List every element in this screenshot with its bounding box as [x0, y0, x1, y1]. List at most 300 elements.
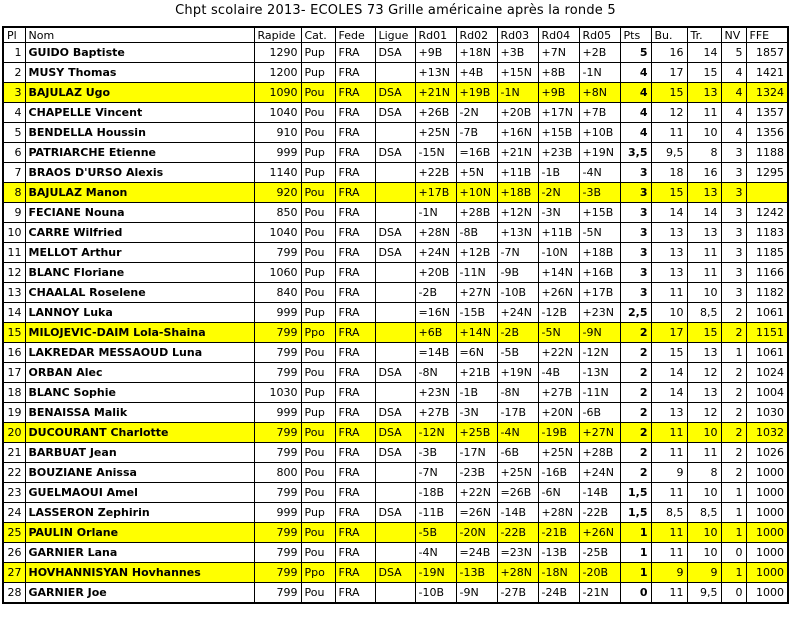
- cell-ffe: 1295: [746, 163, 788, 183]
- cell-rapide: 1030: [254, 383, 301, 403]
- cell-nom: BLANC Floriane: [25, 263, 254, 283]
- cell-rd5: -9N: [579, 323, 620, 343]
- cell-tr: 11: [687, 263, 721, 283]
- cell-fede: FRA: [335, 143, 375, 163]
- column-header-bu: Bu.: [651, 27, 687, 43]
- cell-ffe: 1182: [746, 283, 788, 303]
- cell-ligue: DSA: [375, 103, 415, 123]
- cell-rd4: -13B: [538, 543, 579, 563]
- column-header-rd5: Rd05: [579, 27, 620, 43]
- cell-rd3: -10B: [497, 283, 538, 303]
- cell-fede: FRA: [335, 323, 375, 343]
- cell-cat: Pou: [301, 523, 335, 543]
- cell-rd3: +12N: [497, 203, 538, 223]
- cell-rapide: 799: [254, 323, 301, 343]
- cell-rd3: -14B: [497, 503, 538, 523]
- cell-rd3: -4N: [497, 423, 538, 443]
- cell-cat: Ppo: [301, 563, 335, 583]
- cell-fede: FRA: [335, 223, 375, 243]
- cell-pl: 3: [3, 83, 25, 103]
- cell-rd1: +6B: [415, 323, 456, 343]
- cell-rd3: +25N: [497, 463, 538, 483]
- cell-rd1: -8N: [415, 363, 456, 383]
- column-header-rd4: Rd04: [538, 27, 579, 43]
- cell-cat: Pou: [301, 443, 335, 463]
- cell-rd4: -3N: [538, 203, 579, 223]
- cell-pts: 1,5: [620, 483, 651, 503]
- cell-pts: 3: [620, 243, 651, 263]
- cell-rd5: -11N: [579, 383, 620, 403]
- cell-pts: 4: [620, 63, 651, 83]
- cell-cat: Pou: [301, 483, 335, 503]
- cell-cat: Pou: [301, 243, 335, 263]
- cell-cat: Pou: [301, 83, 335, 103]
- cell-rd5: +26N: [579, 523, 620, 543]
- cell-rapide: 799: [254, 563, 301, 583]
- cell-rd3: -27B: [497, 583, 538, 604]
- cell-pl: 1: [3, 43, 25, 63]
- cell-rd1: -5B: [415, 523, 456, 543]
- cell-cat: Pou: [301, 463, 335, 483]
- cell-pts: 2: [620, 363, 651, 383]
- cell-tr: 12: [687, 403, 721, 423]
- cell-rd4: -1B: [538, 163, 579, 183]
- cell-rd2: =6N: [456, 343, 497, 363]
- cell-pl: 17: [3, 363, 25, 383]
- cell-ffe: 1185: [746, 243, 788, 263]
- cell-rd5: -13N: [579, 363, 620, 383]
- cell-nv: 3: [721, 263, 746, 283]
- cell-nom: LAKREDAR MESSAOUD Luna: [25, 343, 254, 363]
- cell-rapide: 799: [254, 483, 301, 503]
- cell-fede: FRA: [335, 123, 375, 143]
- cell-rd4: +22N: [538, 343, 579, 363]
- cell-nv: 0: [721, 583, 746, 604]
- cell-bu: 12: [651, 103, 687, 123]
- cell-rd3: -1N: [497, 83, 538, 103]
- cell-rd1: -3B: [415, 443, 456, 463]
- cell-nv: 2: [721, 363, 746, 383]
- cell-rd1: +9B: [415, 43, 456, 63]
- cell-ffe: 1000: [746, 563, 788, 583]
- cell-cat: Pou: [301, 583, 335, 604]
- header-row: [3, 27, 788, 43]
- cell-ffe: 1857: [746, 43, 788, 63]
- cell-tr: 9: [687, 563, 721, 583]
- cell-nv: 1: [721, 523, 746, 543]
- cell-ffe: 1030: [746, 403, 788, 423]
- cell-rd3: =26B: [497, 483, 538, 503]
- cell-pl: 18: [3, 383, 25, 403]
- cell-nv: 2: [721, 463, 746, 483]
- cell-nom: LANNOY Luka: [25, 303, 254, 323]
- cell-ligue: [375, 203, 415, 223]
- cell-rd5: -6B: [579, 403, 620, 423]
- cell-rd4: +25N: [538, 443, 579, 463]
- cell-ligue: [375, 343, 415, 363]
- cell-rd2: -1B: [456, 383, 497, 403]
- cell-pl: 12: [3, 263, 25, 283]
- cell-rd4: +9B: [538, 83, 579, 103]
- cell-rd2: +27N: [456, 283, 497, 303]
- table-row: [3, 63, 788, 83]
- cell-pl: 2: [3, 63, 25, 83]
- cell-tr: 10: [687, 123, 721, 143]
- cell-ffe: 1324: [746, 83, 788, 103]
- column-header-fede: Fede: [335, 27, 375, 43]
- cell-ffe: 1000: [746, 523, 788, 543]
- table-row: [3, 403, 788, 423]
- cell-rd5: -1N: [579, 63, 620, 83]
- cell-cat: Pup: [301, 143, 335, 163]
- cell-tr: 11: [687, 103, 721, 123]
- cell-fede: FRA: [335, 363, 375, 383]
- cell-rd4: -4B: [538, 363, 579, 383]
- cell-rd4: -2N: [538, 183, 579, 203]
- cell-ligue: DSA: [375, 223, 415, 243]
- cell-tr: 15: [687, 63, 721, 83]
- cell-pts: 5: [620, 43, 651, 63]
- cell-ligue: [375, 283, 415, 303]
- table-row: [3, 503, 788, 523]
- cell-nom: GUIDO Baptiste: [25, 43, 254, 63]
- column-header-nom: Nom: [25, 27, 254, 43]
- cell-rd3: +3B: [497, 43, 538, 63]
- cell-rd5: +17B: [579, 283, 620, 303]
- cell-tr: 16: [687, 163, 721, 183]
- cell-pts: 3: [620, 223, 651, 243]
- cell-bu: 14: [651, 383, 687, 403]
- cell-nom: CHAPELLE Vincent: [25, 103, 254, 123]
- cell-nom: BRAOS D'URSO Alexis: [25, 163, 254, 183]
- cell-pts: 3: [620, 163, 651, 183]
- cell-rd2: -2N: [456, 103, 497, 123]
- cell-rapide: 1040: [254, 103, 301, 123]
- cell-rd5: +28B: [579, 443, 620, 463]
- cell-nom: BAJULAZ Ugo: [25, 83, 254, 103]
- cell-rd2: +12B: [456, 243, 497, 263]
- table-row: [3, 323, 788, 343]
- cell-rapide: 1060: [254, 263, 301, 283]
- cell-tr: 14: [687, 43, 721, 63]
- cell-nv: 2: [721, 403, 746, 423]
- cell-ffe: 1356: [746, 123, 788, 143]
- cell-rd4: -12B: [538, 303, 579, 323]
- cell-rapide: 1090: [254, 83, 301, 103]
- cell-tr: 14: [687, 203, 721, 223]
- cell-ligue: DSA: [375, 563, 415, 583]
- cell-rapide: 920: [254, 183, 301, 203]
- cell-rd1: +28N: [415, 223, 456, 243]
- cell-ffe: 1000: [746, 583, 788, 604]
- cell-tr: 8: [687, 143, 721, 163]
- cell-ligue: DSA: [375, 443, 415, 463]
- cell-bu: 9,5: [651, 143, 687, 163]
- cell-bu: 13: [651, 403, 687, 423]
- cell-nv: 4: [721, 63, 746, 83]
- column-header-pl: Pl: [3, 27, 25, 43]
- cell-tr: 13: [687, 183, 721, 203]
- cell-pl: 5: [3, 123, 25, 143]
- cell-rapide: 799: [254, 543, 301, 563]
- cell-bu: 9: [651, 563, 687, 583]
- cell-ffe: 1032: [746, 423, 788, 443]
- cell-bu: 14: [651, 363, 687, 383]
- cell-tr: 10: [687, 543, 721, 563]
- cell-nv: 3: [721, 283, 746, 303]
- cell-ffe: [746, 183, 788, 203]
- cell-tr: 15: [687, 323, 721, 343]
- cell-rd3: +11B: [497, 163, 538, 183]
- cell-nv: 3: [721, 243, 746, 263]
- cell-rd1: -11B: [415, 503, 456, 523]
- cell-rapide: 800: [254, 463, 301, 483]
- cell-tr: 8: [687, 463, 721, 483]
- cell-rd2: -23B: [456, 463, 497, 483]
- cell-nv: 2: [721, 303, 746, 323]
- cell-pts: 2: [620, 443, 651, 463]
- cell-nom: GARNIER Lana: [25, 543, 254, 563]
- cell-rapide: 799: [254, 343, 301, 363]
- cell-rd3: -2B: [497, 323, 538, 343]
- cell-fede: FRA: [335, 243, 375, 263]
- cell-bu: 10: [651, 303, 687, 323]
- cell-pl: 8: [3, 183, 25, 203]
- cell-rd1: -10B: [415, 583, 456, 604]
- cell-rd5: -3B: [579, 183, 620, 203]
- cell-rapide: 999: [254, 143, 301, 163]
- cell-rd3: -7N: [497, 243, 538, 263]
- cell-ffe: 1000: [746, 463, 788, 483]
- cell-rd4: -24B: [538, 583, 579, 604]
- table-row: [3, 363, 788, 383]
- cell-rd1: -7N: [415, 463, 456, 483]
- cell-nom: ORBAN Alec: [25, 363, 254, 383]
- cell-cat: Pup: [301, 263, 335, 283]
- cell-rd3: -17B: [497, 403, 538, 423]
- cell-rd4: -21B: [538, 523, 579, 543]
- cell-bu: 11: [651, 583, 687, 604]
- cell-rd2: +21B: [456, 363, 497, 383]
- cell-cat: Pou: [301, 343, 335, 363]
- cell-ligue: DSA: [375, 503, 415, 523]
- cell-rd5: +18B: [579, 243, 620, 263]
- cell-tr: 9,5: [687, 583, 721, 604]
- cell-tr: 11: [687, 243, 721, 263]
- cell-bu: 11: [651, 123, 687, 143]
- cell-rd5: +16B: [579, 263, 620, 283]
- column-header-pts: Pts: [620, 27, 651, 43]
- cell-cat: Pup: [301, 43, 335, 63]
- column-header-rd1: Rd01: [415, 27, 456, 43]
- cell-rd1: -1N: [415, 203, 456, 223]
- cell-fede: FRA: [335, 463, 375, 483]
- cell-rd2: =24B: [456, 543, 497, 563]
- column-header-rapide: Rapide: [254, 27, 301, 43]
- cell-pl: 9: [3, 203, 25, 223]
- table-row: [3, 123, 788, 143]
- cell-rapide: 799: [254, 363, 301, 383]
- cell-nom: BOUZIANE Anissa: [25, 463, 254, 483]
- cell-ffe: 1183: [746, 223, 788, 243]
- cell-bu: 11: [651, 423, 687, 443]
- cell-nom: DUCOURANT Charlotte: [25, 423, 254, 443]
- table-row: [3, 483, 788, 503]
- cell-ligue: [375, 263, 415, 283]
- cell-bu: 18: [651, 163, 687, 183]
- cell-nv: 2: [721, 423, 746, 443]
- cell-pl: 15: [3, 323, 25, 343]
- cell-tr: 13: [687, 383, 721, 403]
- table-row: [3, 43, 788, 63]
- cell-rd1: -18B: [415, 483, 456, 503]
- cell-rd3: -5B: [497, 343, 538, 363]
- cell-ligue: DSA: [375, 243, 415, 263]
- cell-nv: 1: [721, 483, 746, 503]
- cell-cat: Pou: [301, 363, 335, 383]
- cell-rd2: -8B: [456, 223, 497, 243]
- cell-bu: 15: [651, 83, 687, 103]
- cell-ligue: [375, 123, 415, 143]
- table-row: [3, 83, 788, 103]
- cell-bu: 8,5: [651, 503, 687, 523]
- cell-bu: 13: [651, 263, 687, 283]
- cell-rd4: -10N: [538, 243, 579, 263]
- cell-rd2: -3N: [456, 403, 497, 423]
- cell-cat: Pup: [301, 163, 335, 183]
- cell-bu: 16: [651, 43, 687, 63]
- cell-pts: 1,5: [620, 503, 651, 523]
- cell-pts: 3,5: [620, 143, 651, 163]
- cell-rd1: -12N: [415, 423, 456, 443]
- cell-rapide: 1140: [254, 163, 301, 183]
- cell-rd4: +23B: [538, 143, 579, 163]
- cell-rd5: -21N: [579, 583, 620, 604]
- cell-rd4: +15B: [538, 123, 579, 143]
- cell-nv: 3: [721, 223, 746, 243]
- cell-nv: 3: [721, 203, 746, 223]
- cell-ligue: DSA: [375, 143, 415, 163]
- cell-rd2: =26N: [456, 503, 497, 523]
- cell-rapide: 1040: [254, 223, 301, 243]
- cell-fede: FRA: [335, 63, 375, 83]
- cell-rapide: 799: [254, 523, 301, 543]
- cell-rd2: +14N: [456, 323, 497, 343]
- cell-nom: BLANC Sophie: [25, 383, 254, 403]
- cell-rd5: -5N: [579, 223, 620, 243]
- cell-pts: 1: [620, 523, 651, 543]
- cell-rapide: 910: [254, 123, 301, 143]
- cell-rd5: +19N: [579, 143, 620, 163]
- table-row: [3, 383, 788, 403]
- cell-fede: FRA: [335, 543, 375, 563]
- cell-ligue: DSA: [375, 403, 415, 423]
- cell-nv: 1: [721, 503, 746, 523]
- results-table: [2, 26, 789, 604]
- cell-ligue: [375, 183, 415, 203]
- cell-rd2: -11N: [456, 263, 497, 283]
- cell-rd3: +24N: [497, 303, 538, 323]
- cell-fede: FRA: [335, 163, 375, 183]
- cell-rd5: +15B: [579, 203, 620, 223]
- cell-ligue: DSA: [375, 83, 415, 103]
- cell-rd4: +28N: [538, 503, 579, 523]
- cell-rd2: -15B: [456, 303, 497, 323]
- cell-rd4: +20N: [538, 403, 579, 423]
- cell-rd2: +28B: [456, 203, 497, 223]
- cell-rd1: +21N: [415, 83, 456, 103]
- table-row: [3, 443, 788, 463]
- cell-ligue: DSA: [375, 423, 415, 443]
- cell-rd2: -9N: [456, 583, 497, 604]
- cell-rd3: -22B: [497, 523, 538, 543]
- cell-rd5: +2B: [579, 43, 620, 63]
- cell-pts: 2: [620, 343, 651, 363]
- cell-nv: 4: [721, 123, 746, 143]
- cell-rd4: +11B: [538, 223, 579, 243]
- cell-pts: 3: [620, 263, 651, 283]
- table-row: [3, 203, 788, 223]
- cell-cat: Pou: [301, 543, 335, 563]
- cell-bu: 11: [651, 443, 687, 463]
- cell-pl: 13: [3, 283, 25, 303]
- cell-rd2: +5N: [456, 163, 497, 183]
- cell-ffe: 1000: [746, 503, 788, 523]
- cell-ligue: [375, 323, 415, 343]
- cell-pl: 10: [3, 223, 25, 243]
- cell-ffe: 1188: [746, 143, 788, 163]
- cell-cat: Pup: [301, 303, 335, 323]
- cell-tr: 10: [687, 523, 721, 543]
- column-header-ffe: FFE: [746, 27, 788, 43]
- cell-rd5: -25B: [579, 543, 620, 563]
- cell-rd4: +27B: [538, 383, 579, 403]
- cell-fede: FRA: [335, 203, 375, 223]
- cell-nom: HOVHANNISYAN Hovhannes: [25, 563, 254, 583]
- cell-rd3: +21N: [497, 143, 538, 163]
- cell-rapide: 799: [254, 443, 301, 463]
- cell-ffe: 1026: [746, 443, 788, 463]
- cell-fede: FRA: [335, 83, 375, 103]
- cell-rd1: +24N: [415, 243, 456, 263]
- cell-rd1: =16N: [415, 303, 456, 323]
- cell-pts: 3: [620, 203, 651, 223]
- cell-rd3: -6B: [497, 443, 538, 463]
- cell-bu: 11: [651, 523, 687, 543]
- table-row: [3, 543, 788, 563]
- cell-rd5: +23N: [579, 303, 620, 323]
- cell-cat: Pou: [301, 123, 335, 143]
- cell-bu: 11: [651, 283, 687, 303]
- cell-ligue: DSA: [375, 363, 415, 383]
- cell-rd1: +22B: [415, 163, 456, 183]
- cell-nom: MUSY Thomas: [25, 63, 254, 83]
- cell-tr: 8,5: [687, 303, 721, 323]
- cell-cat: Pup: [301, 63, 335, 83]
- cell-pl: 26: [3, 543, 25, 563]
- cell-rd2: -17N: [456, 443, 497, 463]
- cell-nv: 4: [721, 83, 746, 103]
- cell-rd4: +26N: [538, 283, 579, 303]
- table-row: [3, 423, 788, 443]
- column-header-rd3: Rd03: [497, 27, 538, 43]
- cell-rd1: +17B: [415, 183, 456, 203]
- cell-rd4: -6N: [538, 483, 579, 503]
- cell-pl: 19: [3, 403, 25, 423]
- cell-rd3: +20B: [497, 103, 538, 123]
- cell-nv: 3: [721, 143, 746, 163]
- cell-bu: 14: [651, 203, 687, 223]
